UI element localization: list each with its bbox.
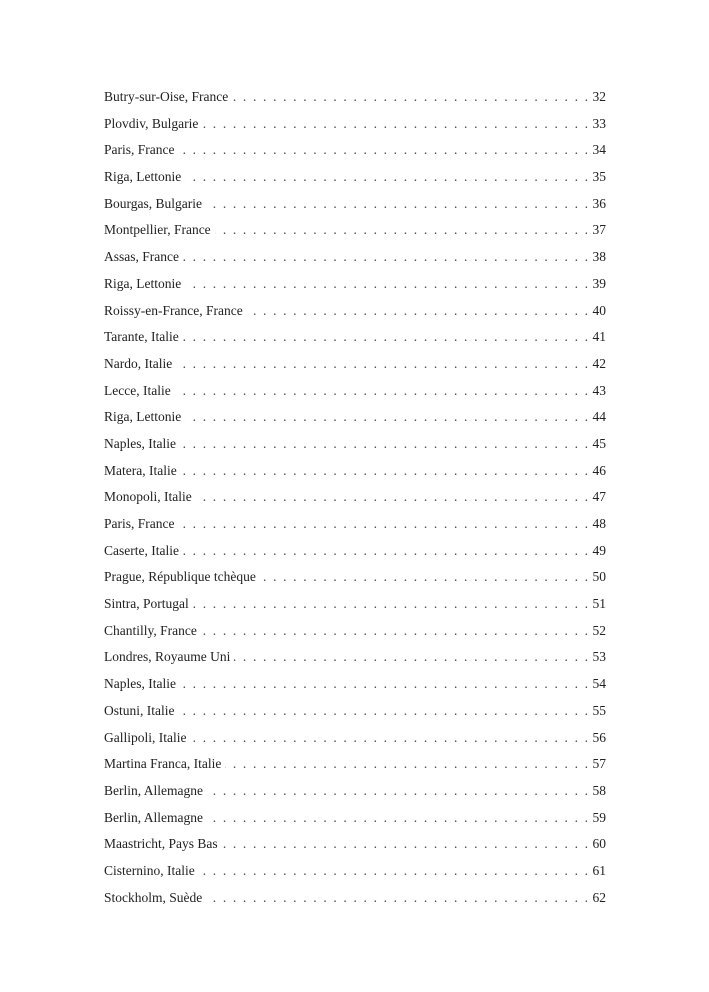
toc-entry xyxy=(104,725,606,752)
toc-entry-label: Paris, France xyxy=(104,516,175,531)
toc-dot-leader xyxy=(247,298,588,325)
toc-entry-page: 38 xyxy=(592,249,606,265)
toc-entry xyxy=(104,831,606,858)
toc-entry-page: 41 xyxy=(592,329,606,345)
toc-dot-leader xyxy=(179,698,589,725)
toc-entry-label: Sintra, Portugal xyxy=(104,596,189,612)
toc-entry-label: Stockholm, Suède xyxy=(104,889,203,905)
toc-entry-label: Bourgas, Bulgarie xyxy=(104,195,202,211)
toc-entry xyxy=(104,511,606,538)
toc-dot-leader xyxy=(183,538,588,565)
toc-entry-label: Londres, Royaume Uni xyxy=(104,649,231,665)
toc-entry-label: Riga, Lettonie xyxy=(104,169,182,185)
toc-entry xyxy=(104,778,606,805)
toc-entry-label: Chantilly, France xyxy=(104,622,197,638)
toc-entry xyxy=(104,751,606,778)
toc-dot-leader xyxy=(185,164,588,191)
toc-dot-leader xyxy=(193,591,588,618)
toc-entry xyxy=(104,217,606,244)
toc-entry xyxy=(104,644,606,671)
toc-entry xyxy=(104,271,606,298)
toc-entry-page: 36 xyxy=(592,195,606,211)
toc-entry xyxy=(104,458,606,485)
toc-entry-page: 55 xyxy=(592,702,606,718)
toc-entry xyxy=(104,84,606,111)
toc-entry xyxy=(104,484,606,511)
toc-entry xyxy=(104,591,606,618)
toc-entry xyxy=(104,538,606,565)
toc-entry-page: 52 xyxy=(592,622,606,638)
toc-entry-page: 43 xyxy=(592,382,606,398)
toc-entry xyxy=(104,191,606,218)
toc-dot-leader xyxy=(181,458,588,485)
toc-dot-leader xyxy=(183,244,588,271)
toc-entry-label: Matera, Italie xyxy=(104,462,177,478)
toc-entry xyxy=(104,805,606,832)
toc-entry-page: 59 xyxy=(592,809,606,825)
toc-entry-page: 45 xyxy=(592,435,606,451)
toc-entry xyxy=(104,378,606,405)
toc-entry xyxy=(104,618,606,645)
toc-entry-label: Montpellier, France xyxy=(104,222,211,238)
toc-entry xyxy=(104,698,606,725)
toc-entry-page: 53 xyxy=(592,649,606,665)
toc-entry xyxy=(104,324,606,351)
toc-entry-label: Riga, Lettonie xyxy=(104,409,182,425)
toc-entry-label: Monopoli, Italie xyxy=(104,489,192,505)
toc-entry-label: Roissy-en-France, France xyxy=(104,302,243,318)
toc-entry xyxy=(104,431,606,458)
toc-entry-page: 49 xyxy=(592,542,606,558)
toc-dot-leader xyxy=(176,351,588,378)
toc-entry-label: Berlin, Allemagne xyxy=(104,782,203,798)
toc-entry xyxy=(104,671,606,698)
toc-entry-label: Prague, République tchèque xyxy=(104,569,256,585)
toc-dot-leader xyxy=(175,378,588,405)
toc-entry-label: Ostuni, Italie xyxy=(104,702,175,718)
toc-dot-leader xyxy=(201,618,588,645)
toc-dot-leader xyxy=(180,431,588,458)
toc-entry-label: Naples, Italie xyxy=(104,435,176,451)
toc-entry-page: 32 xyxy=(592,89,606,104)
toc-entry-label: Cisternino, Italie xyxy=(104,862,195,878)
toc-entry-page: 37 xyxy=(592,222,606,238)
toc-dot-leader xyxy=(234,644,588,671)
toc-entry-label: Riga, Lettonie xyxy=(104,275,182,291)
toc-entry-label: Maastricht, Pays Bas xyxy=(104,836,218,852)
toc-dot-leader xyxy=(199,858,588,885)
toc-dot-leader xyxy=(207,778,588,805)
toc-entry-page: 61 xyxy=(592,862,606,878)
toc-dot-leader xyxy=(178,511,588,538)
toc-entry-label: Gallipoli, Italie xyxy=(104,729,187,745)
toc-dot-leader xyxy=(180,671,588,698)
toc-entry-label: Assas, France xyxy=(104,249,179,265)
toc-entry xyxy=(104,137,606,164)
toc-dot-leader xyxy=(260,564,588,591)
toc-entry-page: 57 xyxy=(592,756,606,772)
toc-entry-label: Berlin, Allemagne xyxy=(104,809,203,825)
toc-entry-label: Tarante, Italie xyxy=(104,329,179,345)
toc-dot-leader xyxy=(185,404,588,431)
toc-entry-label: Lecce, Italie xyxy=(104,382,171,398)
toc-entry xyxy=(104,885,606,912)
toc-entry-page: 60 xyxy=(592,836,606,852)
toc-entry xyxy=(104,564,606,591)
toc-dot-leader xyxy=(196,484,588,511)
toc-dot-leader xyxy=(202,111,588,138)
toc-dot-leader xyxy=(232,84,588,111)
toc-dot-leader xyxy=(206,885,588,912)
toc-dot-leader xyxy=(178,137,588,164)
toc-dot-leader xyxy=(185,271,588,298)
toc-entry-page: 56 xyxy=(592,729,606,745)
toc-entry-label: Paris, France xyxy=(104,142,175,158)
toc-entry xyxy=(104,164,606,191)
toc-dot-leader xyxy=(190,725,588,752)
toc-entry-page: 39 xyxy=(592,275,606,291)
toc-entry xyxy=(104,244,606,271)
toc-entry-page: 33 xyxy=(592,115,606,131)
toc-entry-page: 50 xyxy=(592,569,606,585)
toc-entry-page: 46 xyxy=(592,462,606,478)
toc-entry-page: 34 xyxy=(592,142,606,158)
table-of-contents xyxy=(104,84,606,911)
toc-entry xyxy=(104,298,606,325)
toc-entry-page: 62 xyxy=(592,889,606,905)
toc-entry-page: 58 xyxy=(592,782,606,798)
toc-entry-page: 48 xyxy=(592,516,606,531)
toc-entry-page: 54 xyxy=(592,676,606,692)
toc-entry-page: 40 xyxy=(592,302,606,318)
toc-entry-label: Nardo, Italie xyxy=(104,355,173,371)
toc-dot-leader xyxy=(183,324,588,351)
toc-dot-leader xyxy=(207,805,588,832)
toc-entry-label: Plovdiv, Bulgarie xyxy=(104,115,199,131)
toc-entry-label: Martina Franca, Italie xyxy=(104,756,222,772)
toc-dot-leader xyxy=(222,831,588,858)
toc-entry-page: 47 xyxy=(592,489,606,505)
toc-entry xyxy=(104,351,606,378)
toc-entry-page: 44 xyxy=(592,409,606,425)
toc-dot-leader xyxy=(215,217,588,244)
toc-dot-leader xyxy=(206,191,588,218)
toc-entry-label: Caserte, Italie xyxy=(104,542,179,558)
toc-entry-label: Naples, Italie xyxy=(104,676,176,692)
toc-entry xyxy=(104,111,606,138)
toc-entry-page: 51 xyxy=(592,596,606,612)
toc-entry-page: 42 xyxy=(592,355,606,371)
toc-entry-label: Butry-sur-Oise, France xyxy=(104,89,229,104)
toc-dot-leader xyxy=(225,751,588,778)
toc-entry xyxy=(104,404,606,431)
toc-entry xyxy=(104,858,606,885)
toc-entry-page: 35 xyxy=(592,169,606,185)
